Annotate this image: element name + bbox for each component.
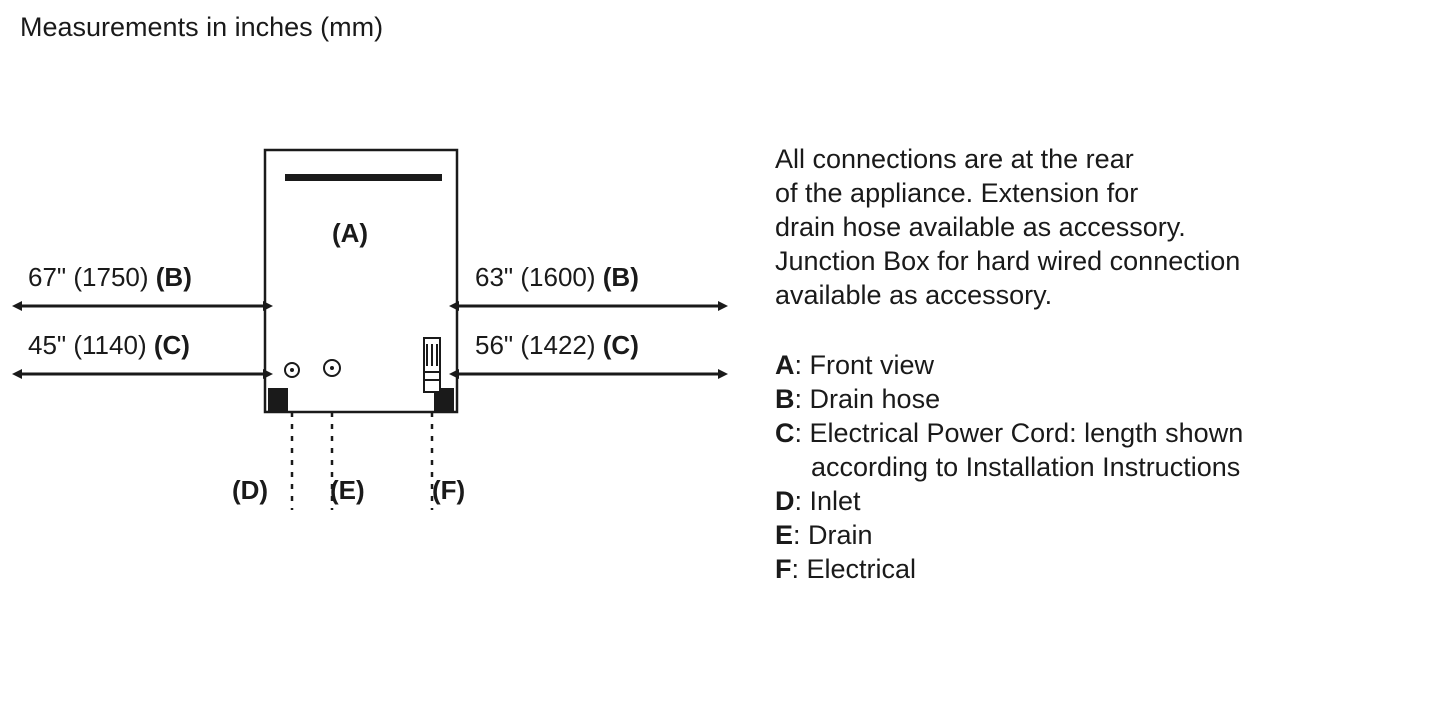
electrical-connector-icon: [424, 338, 440, 392]
notes-line-1: All connections are at the rear: [775, 144, 1134, 174]
notes-line-5: available as accessory.: [775, 280, 1053, 310]
dimension-key-b-left: (B): [155, 262, 192, 292]
inlet-connector-dot: [290, 368, 294, 372]
base-foot-left: [268, 388, 288, 412]
legend-text-f: Electrical: [806, 554, 917, 584]
notes-line-2: of the appliance. Extension for: [775, 178, 1139, 208]
dimension-key-c-right: (C): [602, 330, 639, 360]
drain-connector-dot: [330, 366, 334, 370]
dimension-label-b-right: [475, 262, 639, 292]
legend-text-a: Front view: [809, 350, 935, 380]
legend-item-e: [775, 518, 1425, 552]
dimension-label-c-right: [475, 330, 639, 360]
legend-key-e: E: [775, 520, 794, 550]
control-panel-bar: [285, 174, 442, 181]
label-drain: (E): [330, 475, 365, 505]
dimension-key-b-right: (B): [602, 262, 639, 292]
legend-text-e: Drain: [808, 520, 873, 550]
legend-item-b: [775, 382, 1425, 416]
legend-sep-b: :: [794, 384, 810, 414]
legend-text-c: Electrical Power Cord: length shown: [809, 418, 1244, 448]
legend-sep-f: :: [791, 554, 807, 584]
label-inlet: (D): [232, 475, 269, 505]
legend-item-f: [775, 552, 1425, 586]
legend-item-a: [775, 348, 1425, 382]
legend-key-c: C: [775, 418, 795, 448]
legend-key-d: D: [775, 486, 795, 516]
legend-text-b: Drain hose: [809, 384, 941, 414]
legend-sep-a: :: [794, 350, 810, 380]
legend-sep-e: :: [793, 520, 809, 550]
label-electrical: (F): [432, 475, 466, 505]
notes-line-4: Junction Box for hard wired connection: [775, 246, 1241, 276]
label-front-view: (A): [332, 218, 369, 248]
legend-item-c: [775, 416, 1425, 450]
legend-key-f: F: [775, 554, 792, 584]
dimension-value-c-right: 56" (1422): [475, 330, 603, 360]
legend-item-d: [775, 484, 1425, 518]
legend-sep-c: :: [794, 418, 810, 448]
legend-sep-d: :: [794, 486, 810, 516]
dimension-label-b-left: [28, 262, 192, 292]
page-title: Measurements in inches (mm): [20, 12, 384, 42]
legend-text-c-continued: according to Installation Instructions: [811, 452, 1241, 482]
notes-line-3: drain hose available as accessory.: [775, 212, 1186, 242]
dimension-label-c-left: [28, 330, 190, 360]
dimension-value-b-left: 67" (1750): [28, 262, 156, 292]
dimension-value-c-left: 45" (1140): [28, 330, 154, 360]
notes-block: [775, 142, 1425, 312]
dimension-value-b-right: 63" (1600): [475, 262, 603, 292]
legend-key-a: A: [775, 350, 795, 380]
legend-key-b: B: [775, 384, 795, 414]
legend-text-d: Inlet: [809, 486, 861, 516]
legend-block: [775, 348, 1425, 586]
dimension-key-c-left: (C): [153, 330, 190, 360]
appliance-diagram: [0, 120, 740, 540]
